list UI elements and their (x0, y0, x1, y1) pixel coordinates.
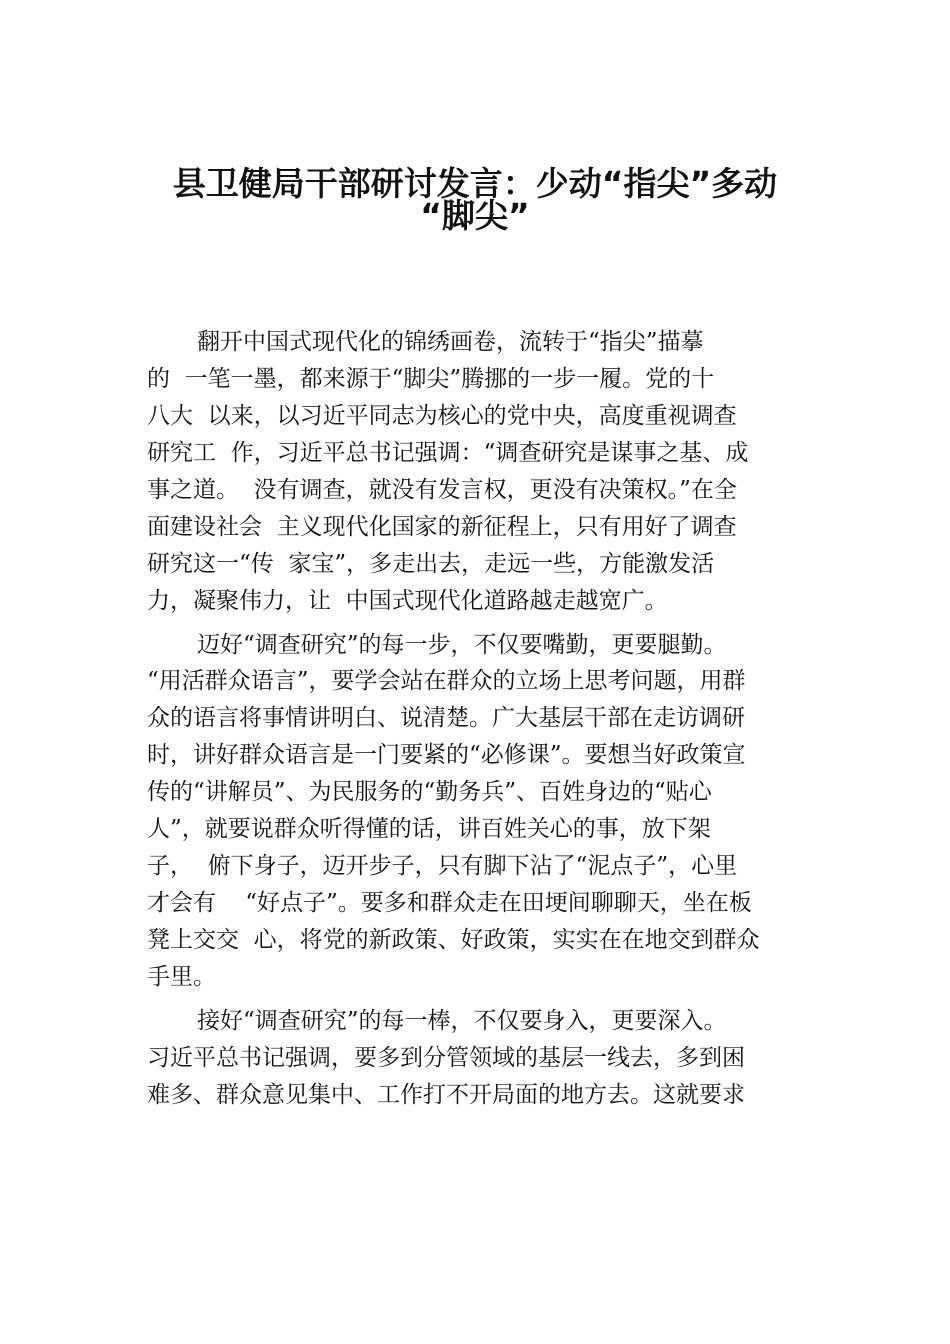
body-line: 事之道。 没有调查，就没有发言权，更没有决策权。”在全 (147, 477, 737, 503)
body-line: 众的语言将事情讲明白、说清楚。广大基层干部在走访调研 (147, 705, 745, 731)
body-line: 的 一笔一墨，都来源于“脚尖”腾挪的一步一履。党的十 (147, 366, 715, 392)
document-title-line-2: “脚尖” (420, 196, 530, 235)
body-line: 迈好“调查研究”的每一步，不仅要嘴勤，更要腿勤。 (197, 632, 727, 658)
body-line: 八大 以来，以习近平同志为核心的党中央，高度重视调查 (147, 403, 737, 429)
body-line: 接好“调查研究”的每一棒，不仅要身入，更要深入。 (197, 1008, 727, 1034)
body-line: 传的“讲解员”、为民服务的“勤务兵”、百姓身边的“贴心 (147, 779, 712, 805)
document-title-line-1: 县卫健局干部研讨发言：少动“指尖”多动 (172, 164, 778, 203)
body-line: 习近平总书记强调，要多到分管领域的基层一线去，多到困 (147, 1045, 745, 1071)
body-line: 时，讲好群众语言是一门要紧的“必修课”。要想当好政策宣 (147, 742, 746, 768)
body-line: 手里。 (147, 964, 216, 990)
body-line: 难多、群众意见集中、工作打不开局面的地方去。这就要求 (147, 1082, 745, 1108)
body-line: 研究工 作，习近平总书记强调：“调查研究是谋事之基、成 (147, 440, 749, 466)
body-line: 力，凝聚伟力，让 中国式现代化道路越走越宽广。 (147, 588, 668, 614)
body-line: 才会有 “好点子”。要多和群众走在田埂间聊聊天，坐在板 (147, 890, 752, 916)
body-line: 翻开中国式现代化的锦绣画卷，流转于“指尖”描摹 (197, 329, 704, 355)
body-line: 子， 俯下身子，迈开步子，只有脚下沾了“泥点子”，心里 (147, 853, 738, 879)
body-line: 面建设社会 主义现代化国家的新征程上，只有用好了调查 (147, 514, 737, 540)
body-line: 人”，就要说群众听得懂的话，讲百姓关心的事，放下架 (147, 816, 711, 842)
body-line: “用活群众语言”，要学会站在群众的立场上思考问题，用群 (147, 668, 746, 694)
body-line: 研究这一“传 家宝”，多走出去，走远一些，方能激发活 (147, 551, 715, 577)
body-line: 凳上交交 心，将党的新政策、好政策，实实在在地交到群众 (147, 927, 760, 953)
